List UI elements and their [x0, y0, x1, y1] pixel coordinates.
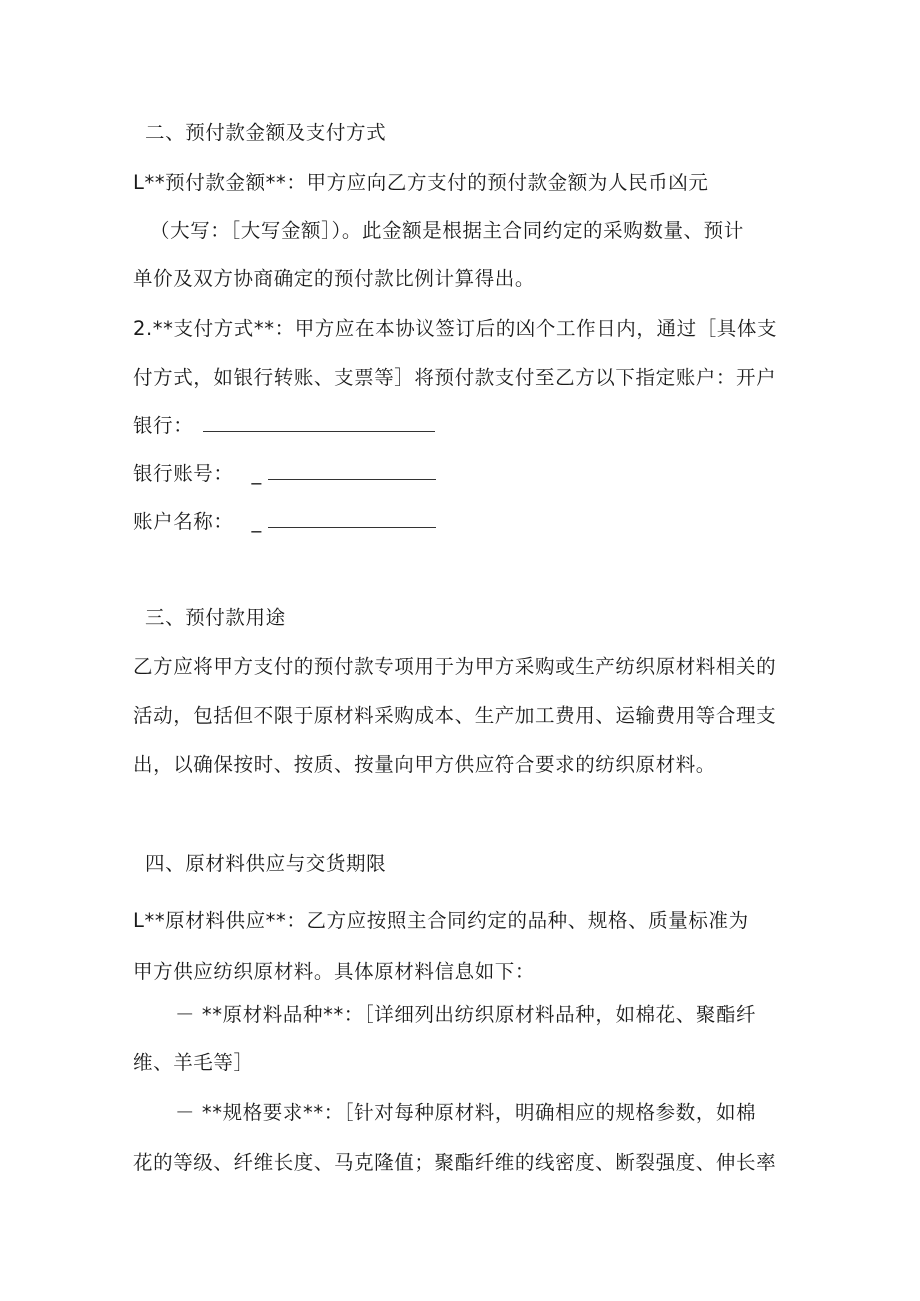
account-number-field — [133, 461, 436, 487]
bank-blank-line — [203, 413, 435, 432]
paragraph-supply-line-1: L**原材料供应**：乙方应按照主合同约定的品种、规格、质量标准为 — [133, 909, 749, 932]
paragraph-payment-method-line-1: 2.**支付方式**：甲方应在本协议签订后的凶个工作日内，通过［具体支 — [133, 317, 778, 340]
paragraph-prepayment-amount-line-1: L**预付款金额**：甲方应向乙方支付的预付款金额为人民币凶元 — [133, 171, 709, 194]
account-number-label: 银行账号： — [133, 462, 234, 485]
paragraph-prepayment-use-line-2: 活动，包括但不限于原材料采购成本、生产加工费用、运输费用等合理支 — [133, 704, 777, 727]
paragraph-prepayment-use-line-3: 出，以确保按时、按质、按量向甲方供应符合要求的纺织原材料。 — [133, 753, 716, 776]
paragraph-prepayment-use-line-1: 乙方应将甲方支付的预付款专项用于为甲方采购或生产纺织原材料相关的 — [133, 655, 777, 678]
account-number-blank-line — [268, 461, 436, 480]
paragraph-prepayment-amount-line-3: 单价及双方协商确定的预付款比例计算得出。 — [133, 267, 536, 290]
bullet-material-type-line-1: － **原材料品种**：［详细列出纺织原材料品种，如棉花、聚酯纤 — [175, 1003, 757, 1026]
account-name-field — [133, 509, 436, 535]
account-number-prefix: _ — [251, 462, 262, 485]
bank-label: 银行： — [133, 414, 194, 437]
section-heading-prepayment-use: 三、预付款用途 — [145, 606, 286, 629]
account-name-blank-line — [268, 509, 436, 528]
paragraph-payment-method-line-2: 付方式，如银行转账、支票等］将预付款支付至乙方以下指定账户：开户 — [133, 366, 777, 389]
paragraph-supply-line-2: 甲方供应纺织原材料。具体原材料信息如下： — [133, 960, 536, 983]
paragraph-prepayment-amount-line-2: （大写：［大写金额］）。此金额是根据主合同约定的采购数量、预计 — [150, 219, 744, 242]
section-heading-supply-delivery: 四、原材料供应与交货期限 — [145, 852, 387, 875]
bullet-spec-requirement-line-2: 花的等级、纤维长度、马克隆值；聚酯纤维的线密度、断裂强度、伸长率 — [133, 1151, 777, 1174]
section-heading-prepayment-amount: 二、预付款金额及支付方式 — [145, 121, 387, 144]
bullet-spec-requirement-line-1: － **规格要求**：［针对每种原材料，明确相应的规格参数，如棉 — [175, 1101, 757, 1124]
account-name-label: 账户名称： — [133, 510, 234, 533]
bullet-material-type-line-2: 维、羊毛等］ — [133, 1051, 254, 1074]
bank-field — [133, 413, 435, 439]
account-name-prefix: _ — [251, 510, 262, 533]
